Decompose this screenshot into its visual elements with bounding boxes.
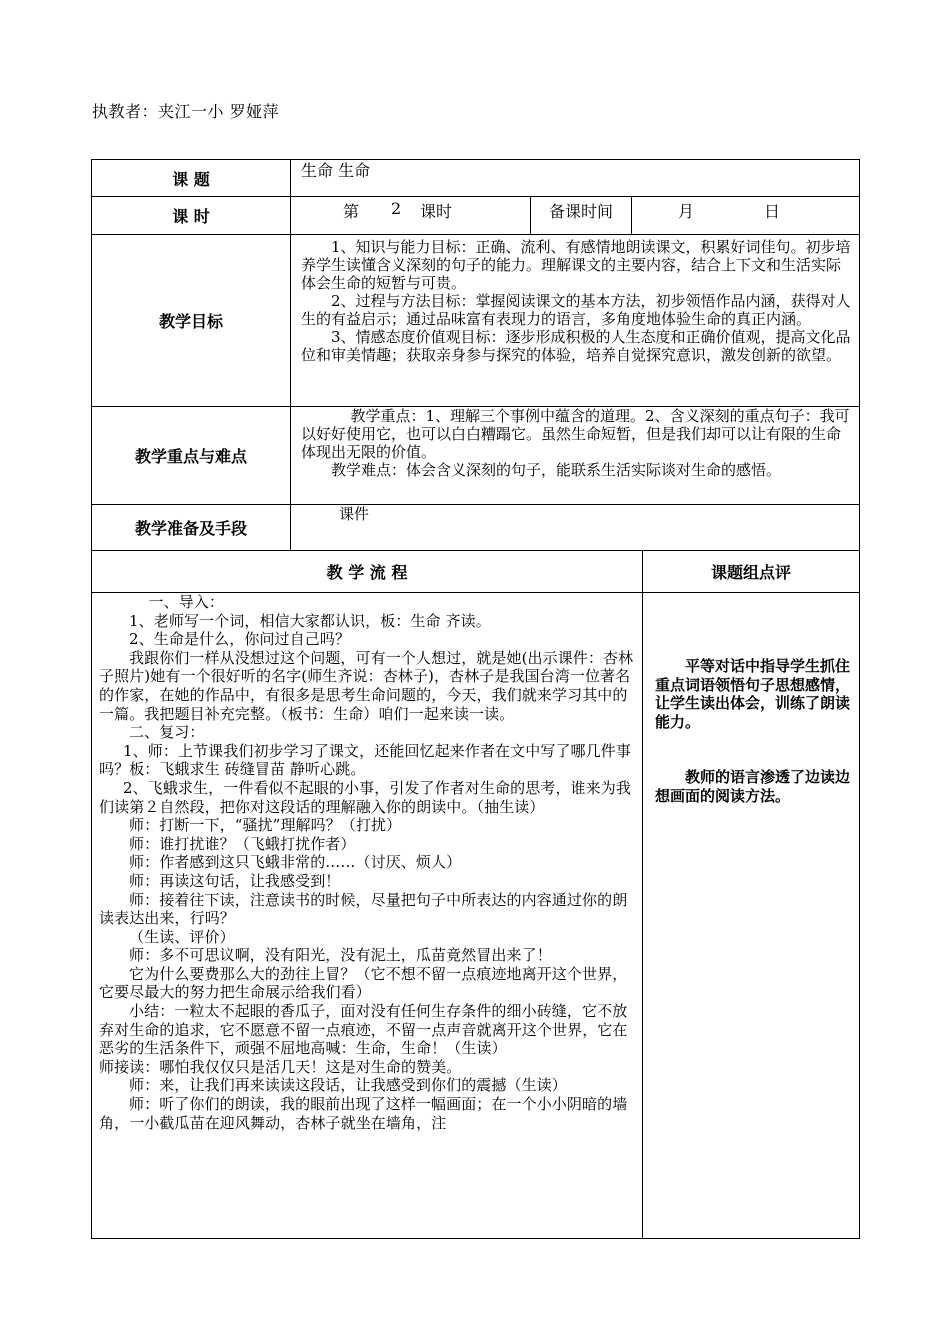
flow-paragraph: 它为什么要费那么大的劲往上冒？（它不想不留一点痕迹地离开这个世界，它要尽最大的努力把生命展示给我们看） — [99, 964, 628, 1002]
flow-paragraph: （生读、评价） — [129, 927, 235, 946]
comment-item: 教师的语言渗透了边读边想画面的阅读方法。 — [655, 768, 851, 805]
difficulty-item: 教学难点：体会含义深刻的句子，能联系生活实际谈对生命的感悟。 — [331, 461, 782, 479]
flow-paragraph: 师：听了你们的朗读，我的眼前出现了这样一幅画面；在一个小小阴暗的墙角，一小截瓜苗在迎风舞动，杏林子就坐在墙角，注 — [99, 1095, 628, 1132]
period-row — [92, 197, 859, 235]
flow-paragraph: 2、生命是什么，你问过自己吗？ — [129, 630, 351, 649]
flow-paragraph: 小结：一粒太不起眼的香瓜子，面对没有任何生存条件的细小砖缝，它不放弃对生命的追求，它不愿意不留一点痕迹，不留一点声音就离开这个世界，它在恶劣的生活条件下，顽强不屈地高喊：生命，生命！（生读） — [99, 1002, 628, 1058]
flow-paragraph: 师接读：哪怕我仅仅只是活几天！这是对生命的赞美。 — [99, 1057, 462, 1076]
period-prefix: 第 — [343, 202, 360, 221]
month-label: 月 — [678, 202, 695, 221]
flow-header: 教 学 流 程 — [326, 563, 408, 582]
flow-paragraph: 师：再读这句话，让我感受到！ — [129, 871, 341, 890]
flow-content — [92, 593, 643, 1239]
flow-paragraph: 一、导入： — [148, 593, 225, 611]
goal-item: 1、知识与能力目标：正确、流利、有感情地朗读课文，积累好词佳句。初步培养学生读懂含义深刻的句子的能力。理解课文的主要内容，结合上下文和生活实际体会生命的短暂与可贵。 — [301, 238, 851, 292]
topic-label: 课 题 — [92, 160, 291, 196]
comment-item: 平等对话中指导学生抓住重点词语领悟句子思想感情，让学生读出体会，训练了朗读能力。 — [655, 657, 851, 731]
goal-item: 3、情感态度价值观目标：逐步形成积极的人生态度和正确价值观，提高文化品位和审美情趣；获取亲身参与探究的体验，培养自觉探究意识，激发创新的欲望。 — [301, 328, 851, 364]
flow-paragraph: 师：谁打扰谁？（飞蛾打扰作者） — [129, 834, 356, 853]
goals-label: 教学目标 — [92, 235, 291, 406]
prep-label: 教学准备及手段 — [92, 505, 291, 550]
flow-paragraph: 师：作者感到这只飞蛾非常的……（讨厌、烦人） — [129, 853, 462, 872]
key-points-label: 教学重点与难点 — [92, 407, 291, 504]
goal-item: 2、过程与方法目标：掌握阅读课文的基本方法，初步领悟作品内涵，获得对人生的有益启示；通过品味富有表现力的语言，多角度地体验生命的真正内涵。 — [301, 292, 851, 328]
comment-content — [643, 593, 859, 1239]
topic-row — [92, 160, 859, 197]
period-number: 2 — [391, 199, 402, 218]
flow-paragraph: 2、飞蛾求生，一件看似不起眼的小事，引发了作者对生命的思考，谁来为我们读第２自然段，把你对这段话的理解融入你的朗读中。（抽生读） — [99, 778, 631, 816]
key-point-item: 教学重点：1、理解三个事例中蕴含的道理。2、含义深刻的重点句子：我可以好好使用它，也可以白白糟蹋它。虽然生命短暂，但是我们却可以让有限的生命体现出无限的价值。 — [301, 407, 850, 461]
prep-value: 课件 — [339, 505, 370, 523]
flow-paragraph: 师：来，让我们再来读读这段话，让我感受到你们的震撼（生读） — [129, 1076, 567, 1095]
flow-paragraph: 师：打断一下，“骚扰”理解吗？（打扰） — [129, 816, 402, 835]
goals-row — [92, 235, 859, 407]
day-label: 日 — [764, 202, 781, 221]
flow-paragraph: 师：接着往下读，注意读书的时候，尽量把句子中所表达的内容通过你的朗读表达出来，行吗？ — [99, 890, 628, 928]
topic-value: 生命 生命 — [301, 161, 371, 180]
flow-paragraph: 1、师：上节课我们初步学习了课文，还能回忆起来作者在文中写了哪几件事吗？板：飞蛾求生 砖缝冒苗 静听心跳。 — [99, 741, 631, 779]
key-points-row — [92, 407, 859, 505]
prep-row — [92, 505, 859, 551]
period-suffix: 课时 — [420, 202, 453, 221]
period-label: 课 时 — [92, 197, 291, 234]
author-line: 执教者：夹江一小 罗娅萍 — [92, 102, 280, 121]
flow-paragraph: 我跟你们一样从没想过这个问题，可有一个人想过，就是她(出示课件：杏林子照片)她有一个很好听的名字(师生齐说：杏林子)，杏林子是我国台湾一位著名的作家，在她的作品中，有很多是思考生命问题的，今天，我们就来学习其中的一篇。我把题目补充完整。（板书：生命）咱们一起来读一读。 — [99, 648, 634, 723]
lesson-plan-table — [91, 159, 860, 1239]
comment-header: 课题组点评 — [710, 563, 791, 582]
flow-paragraph: 二、复习： — [129, 723, 205, 742]
flow-paragraph: 1、老师写一个词，相信大家都认识，板：生命 齐读。 — [129, 611, 491, 630]
flow-paragraph: 师：多不可思议啊，没有阳光，没有泥土，瓜苗竟然冒出来了！ — [129, 946, 552, 965]
flow-header-row — [92, 551, 859, 593]
prep-time-label: 备课时间 — [548, 202, 613, 221]
